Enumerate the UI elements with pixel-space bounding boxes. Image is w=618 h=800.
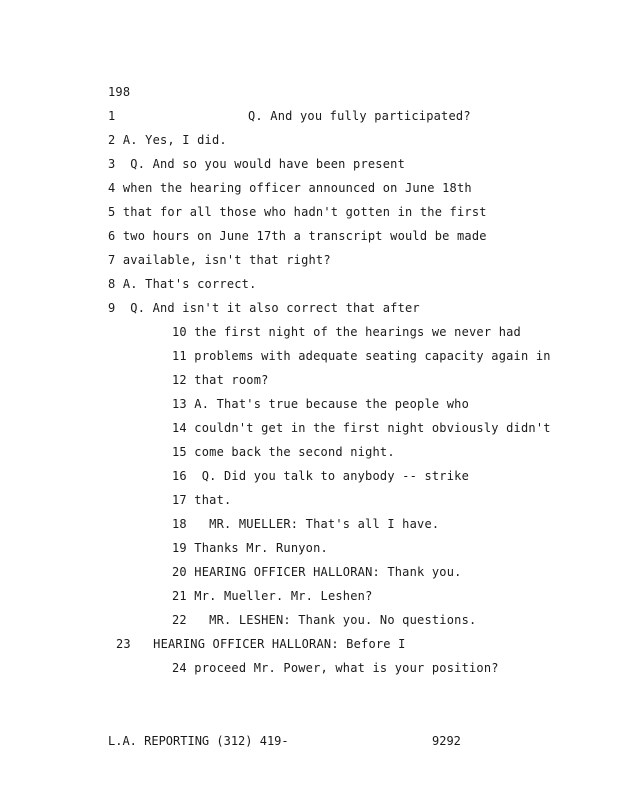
line-number: 24	[172, 661, 187, 675]
line-text: Q. And you fully participated?	[248, 109, 471, 123]
line-text: the first night of the hearings we never had	[194, 325, 521, 339]
transcript-line-3	[108, 157, 405, 171]
transcript-line-24	[172, 661, 499, 675]
line-number: 16	[172, 469, 187, 483]
line-number: 8	[108, 277, 116, 291]
transcript-line-23	[116, 637, 406, 651]
line-number: 1	[108, 109, 116, 123]
line-text: that for all those who hadn't gotten in the first	[122, 205, 487, 219]
page-number: 198	[108, 85, 131, 99]
line-text: come back the second night.	[194, 445, 395, 459]
transcript-line-10	[172, 325, 521, 339]
footer-reporter: L.A. REPORTING (312) 419-	[108, 734, 289, 748]
line-number: 21	[172, 589, 187, 603]
line-text: A. That's correct.	[122, 277, 257, 291]
line-number: 12	[172, 373, 187, 387]
line-number: 4	[108, 181, 116, 195]
transcript-line-7	[108, 253, 331, 267]
transcript-line-14	[172, 421, 551, 435]
transcript-line-20	[172, 565, 462, 579]
line-text: that.	[194, 493, 232, 507]
line-text: MR. LESHEN: Thank you. No questions.	[209, 613, 477, 627]
transcript-line-4	[108, 181, 472, 195]
line-text: when the hearing officer announced on June 18th	[122, 181, 472, 195]
line-text: problems with adequate seating capacity again in	[194, 349, 551, 363]
line-text: proceed Mr. Power, what is your position?	[194, 661, 499, 675]
transcript-line-18	[172, 517, 439, 531]
transcript-line-11	[172, 349, 551, 363]
transcript-line-1	[108, 109, 471, 123]
line-number: 6	[108, 229, 116, 243]
line-number: 9	[108, 301, 116, 315]
line-number: 2	[108, 133, 116, 147]
line-number: 22	[172, 613, 187, 627]
line-number: 11	[172, 349, 187, 363]
line-number: 13	[172, 397, 187, 411]
line-number: 14	[172, 421, 187, 435]
line-text: MR. MUELLER: That's all I have.	[209, 517, 440, 531]
line-text: two hours on June 17th a transcript would be made	[122, 229, 487, 243]
transcript-line-21	[172, 589, 373, 603]
line-number: 15	[172, 445, 187, 459]
transcript-line-17	[172, 493, 231, 507]
line-text: Thanks Mr. Runyon.	[194, 541, 328, 555]
line-text: HEARING OFFICER HALLORAN: Thank you.	[194, 565, 462, 579]
line-number: 19	[172, 541, 187, 555]
transcript-line-22	[172, 613, 476, 627]
line-text: HEARING OFFICER HALLORAN: Before I	[153, 637, 406, 651]
line-number: 23	[116, 637, 131, 651]
line-number: 5	[108, 205, 116, 219]
line-number: 20	[172, 565, 187, 579]
transcript-line-13	[172, 397, 469, 411]
line-text: Q. And isn't it also correct that after	[130, 301, 420, 315]
transcript-line-6	[108, 229, 487, 243]
transcript-line-8	[108, 277, 257, 291]
line-text: Q. And so you would have been present	[130, 157, 406, 171]
line-number: 3	[108, 157, 116, 171]
footer-phone-suffix: 9292	[432, 734, 461, 748]
line-text: that room?	[194, 373, 269, 387]
line-text: Q. Did you talk to anybody -- strike	[201, 469, 470, 483]
transcript-line-12	[172, 373, 269, 387]
line-text: couldn't get in the first night obviously didn't	[194, 421, 551, 435]
line-text: A. Yes, I did.	[122, 133, 227, 147]
transcript-line-9	[108, 301, 420, 315]
transcript-line-16	[172, 469, 469, 483]
line-number: 7	[108, 253, 116, 267]
line-number: 10	[172, 325, 187, 339]
line-number: 17	[172, 493, 187, 507]
transcript-line-19	[172, 541, 328, 555]
line-number: 18	[172, 517, 187, 531]
line-text: available, isn't that right?	[122, 253, 331, 267]
transcript-line-15	[172, 445, 395, 459]
transcript-line-5	[108, 205, 487, 219]
line-text: A. That's true because the people who	[194, 397, 470, 411]
transcript-line-2	[108, 133, 227, 147]
line-text: Mr. Mueller. Mr. Leshen?	[194, 589, 373, 603]
